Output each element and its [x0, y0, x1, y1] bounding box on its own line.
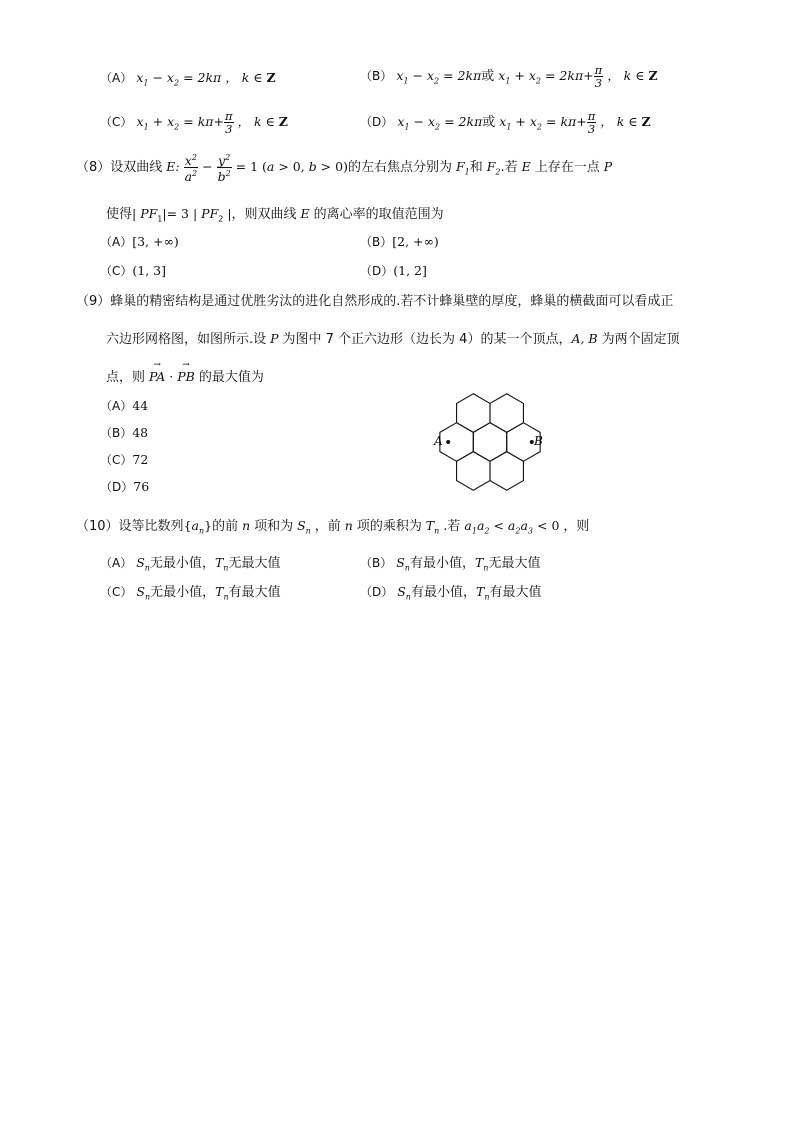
q8-option-b[interactable]: [360, 233, 439, 250]
question-number: （9）: [76, 294, 111, 309]
q7-option-a[interactable]: [100, 68, 276, 88]
q9-option-b-text: 48: [132, 425, 149, 440]
q10-stem-text: ，前: [314, 519, 341, 534]
q10-stem-text: 的前: [212, 519, 239, 534]
hexagon-cell: [457, 452, 490, 491]
q8-option-c-text: (1, 3]: [132, 263, 166, 278]
q10-stem: （10）设等比数列$\{a_n\}$的前 n 项和为 $S_n$ ，前 n 项的乘积为 $T_n$ .若 $a_1a_2 < a_2a_3 < 0$ ，则: [76, 518, 590, 536]
q9-option-a-text: 44: [132, 398, 149, 413]
q10-stem-text: 项的乘积为: [356, 519, 422, 534]
q10-stem-text: ，则: [563, 519, 590, 534]
q10-option-text: 有最大值: [489, 585, 542, 600]
q10-option-c[interactable]: （C） $S_n$无最小值，$T_n$有最大值: [100, 584, 281, 602]
point-a-dot: [446, 440, 450, 444]
q8-option-b-text: [2, +∞): [392, 234, 439, 249]
q8-stem-text: 设双曲线: [110, 160, 163, 176]
q10-stem-text: 设等比数列: [118, 519, 184, 534]
q8-stem-text: 和: [469, 160, 483, 176]
q9-stem-text: 蜂巢的精密结构是通过优胜劣汰的进化自然形成的.若不计蜂巢壁的厚度，蜂巢的横截面可以看成正: [110, 294, 674, 309]
q7-option-b[interactable]: [360, 64, 658, 89]
q8-stem-text: .若: [500, 160, 518, 176]
option-label: （B）: [100, 426, 133, 440]
q8-option-d-text: (1, 2]: [393, 263, 427, 278]
q9-option-b[interactable]: [100, 424, 148, 441]
q8-stem-line2: 使得| $PF_1|= 3$ | $PF_2$ |，则双曲线 E 的离心率的取值范围为: [106, 206, 444, 224]
option-label: （C）: [100, 264, 133, 278]
option-label: （A）: [100, 399, 133, 413]
q8-option-a-text: [3, +∞): [132, 234, 179, 249]
q8-option-a[interactable]: [100, 233, 179, 250]
q10-option-text: 有最大值: [228, 585, 281, 600]
option-label: （A）: [100, 556, 133, 570]
option-label: （C）: [100, 115, 133, 129]
q10-option-text: 无最小值，: [149, 556, 215, 571]
q10-option-text: 无最大值: [488, 556, 541, 571]
option-label: （A）: [100, 71, 133, 85]
q8-stem-text: 的左右焦点分别为: [347, 160, 452, 176]
hexagon-cell: [490, 394, 523, 433]
q9-option-d[interactable]: [100, 478, 149, 495]
q9-stem-text: 为两个固定顶: [601, 332, 680, 347]
option-label: （D）: [360, 585, 394, 599]
option-label: （D）: [360, 115, 394, 129]
option-label: （A）: [100, 235, 133, 249]
q7-option-d-text: $x_1 - x_2 = 2k\pi$或 $x_1 + x_2 = k\pi+$ $\frac{\pi}{3}$ ， k ∈ Z: [397, 109, 651, 136]
option-label: （D）: [100, 480, 134, 494]
q10-option-text: 无最大值: [228, 556, 281, 571]
q8-stem-text: 使得: [106, 207, 133, 222]
hexagon-cell: [490, 452, 523, 491]
q10-option-text: 有最小值，: [410, 585, 476, 600]
q8-stem: （8）设双曲线 E: $\frac{x^2}{a^2}$ − $\frac{y^2}{b^2}$ = 1 (a > 0, b > 0)的左右焦点分别为 $F_1$和 $F_2$.若 E 上存在一点 P: [76, 153, 613, 185]
q10-option-b[interactable]: （B） $S_n$有最小值，$T_n$无最大值: [360, 555, 541, 573]
question-number: （10）: [76, 519, 119, 534]
point-a-label: A: [434, 434, 443, 448]
q8-option-d[interactable]: [360, 262, 427, 279]
q10-option-d[interactable]: （D） $S_n$有最小值，$T_n$有最大值: [360, 584, 542, 602]
q9-stem-line3: 点，则 → PA · → PB 的最大值为: [106, 366, 264, 385]
q9-option-c-text: 72: [132, 452, 149, 467]
q9-option-d-text: 76: [133, 479, 150, 494]
q9-option-a[interactable]: [100, 397, 148, 414]
option-label: （B）: [360, 556, 393, 570]
q9-stem-line1: [76, 290, 673, 309]
q7-option-c[interactable]: [100, 110, 288, 135]
q8-stem-text: 上存在一点: [534, 160, 600, 176]
point-b-label: B: [534, 434, 543, 448]
option-label: （C）: [100, 453, 133, 467]
option-label: （D）: [360, 264, 394, 278]
q9-stem-text: 六边形网格图，如图所示.设: [106, 332, 267, 347]
q8-stem-text: ，则双曲线: [231, 207, 297, 222]
q9-option-c[interactable]: [100, 451, 148, 468]
question-number: （8）: [76, 160, 111, 176]
option-label: （B）: [360, 69, 393, 83]
q10-option-a[interactable]: （A） $S_n$无最小值，$T_n$无最大值: [100, 555, 281, 573]
q9-stem-line2: 六边形网格图，如图所示.设 P 为图中 7 个正六边形（边长为 4）的某一个顶点，A, B 为两个固定顶: [106, 331, 680, 347]
hexagon-cell: [440, 423, 473, 462]
option-label: （C）: [100, 585, 133, 599]
hexagon-grid: [440, 394, 540, 491]
q10-option-text: 无最小值，: [150, 585, 216, 600]
q9-stem-text: 为图中 7 个正六边形（边长为 4）的某一个顶点，: [282, 332, 572, 347]
q9-stem-text: 的最大值为: [198, 370, 264, 385]
q10-option-text: 有最小值，: [409, 556, 475, 571]
q7-option-d[interactable]: [360, 110, 651, 135]
q9-stem-text: 点，则: [106, 370, 146, 385]
hexagon-cell: [473, 423, 506, 462]
q7-option-c-text: $x_1 + x_2 = k\pi+$ $\frac{\pi}{3}$ ， k ∈ Z: [136, 109, 288, 136]
honeycomb-figure: [430, 385, 550, 500]
q10-stem-text: 项和为: [254, 519, 294, 534]
q8-option-c[interactable]: [100, 262, 166, 279]
hexagon-cell: [457, 394, 490, 433]
q8-stem-text: 的离心率的取值范围为: [313, 207, 444, 222]
q7-option-a-text: $x_1 - x_2 = 2k\pi$ ， k ∈ Z: [136, 70, 276, 88]
option-label: （B）: [360, 235, 393, 249]
q10-stem-text: .若: [443, 519, 461, 534]
q7-option-b-text: $x_1 - x_2 = 2k\pi$或 $x_1 + x_2 = 2k\pi+$ $\frac{\pi}{3}$ ， k ∈ Z: [396, 63, 658, 90]
